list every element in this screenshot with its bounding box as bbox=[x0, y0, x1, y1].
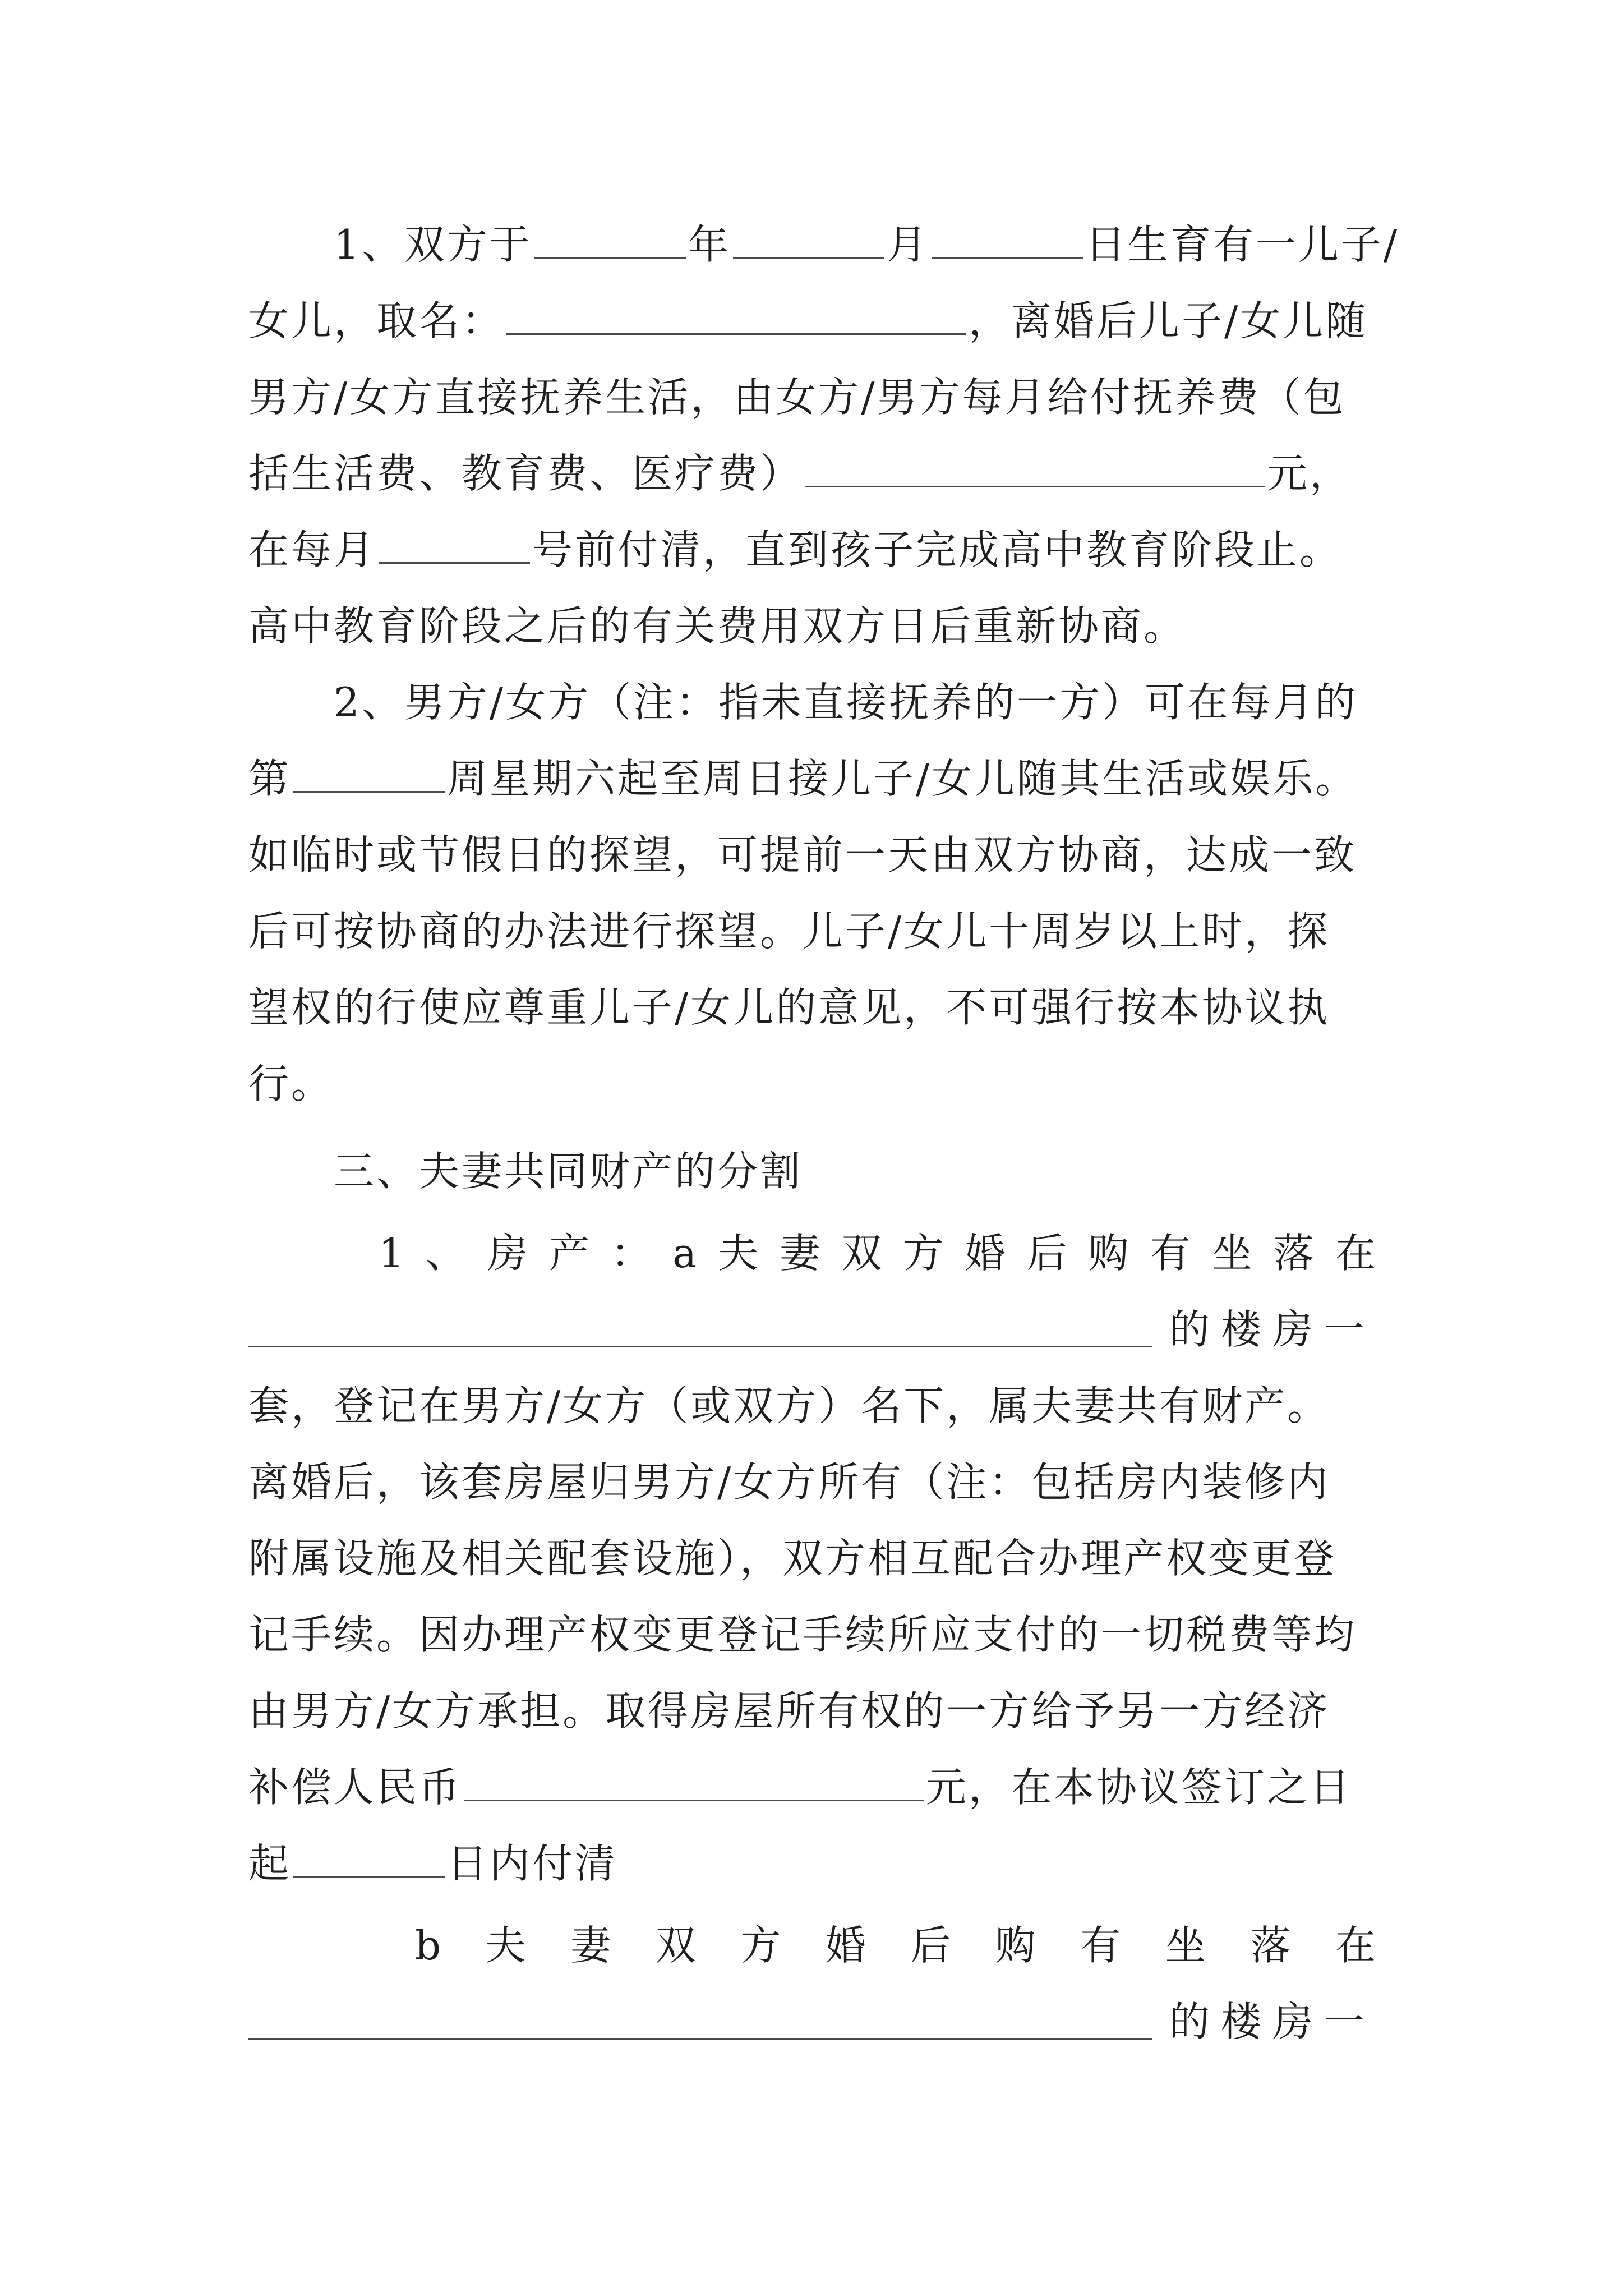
house-b-line1-char: 方 bbox=[740, 1922, 781, 1969]
house-a-line8 bbox=[248, 1748, 1376, 1826]
blank-child-name[interactable] bbox=[506, 300, 966, 335]
child-item1-line1 bbox=[334, 205, 1400, 284]
house-b-line1-char: 坐 bbox=[1165, 1922, 1206, 1969]
blank-week-number[interactable] bbox=[293, 757, 445, 793]
text: 的楼房一 bbox=[1169, 1998, 1376, 2045]
house-b-line1-char: 婚 bbox=[825, 1922, 866, 1969]
house-a-line1-char: 购 bbox=[1088, 1230, 1129, 1277]
text: 的楼房一 bbox=[1169, 1306, 1376, 1353]
house-a-line1-char: 有 bbox=[1150, 1230, 1191, 1277]
child-item2-line2 bbox=[248, 739, 1376, 818]
blank-pay-days[interactable] bbox=[293, 1842, 445, 1878]
house-a-line1-char: 后 bbox=[1026, 1230, 1067, 1277]
text: 元， bbox=[1267, 450, 1353, 497]
house-b-line1-char: 购 bbox=[995, 1922, 1036, 1969]
text: 年 bbox=[688, 221, 731, 268]
text: 第 bbox=[248, 755, 292, 802]
house-a-line1-char: 方 bbox=[903, 1230, 944, 1277]
blank-year[interactable] bbox=[534, 223, 686, 259]
house-b-line1-char: 夫 bbox=[485, 1922, 526, 1969]
text: 女儿，取名： bbox=[248, 297, 505, 344]
house-a-line1-char: 产 bbox=[549, 1230, 590, 1277]
text: 起 bbox=[248, 1840, 292, 1887]
house-a-line1-char: 、 bbox=[425, 1230, 466, 1277]
text: 日生育有一儿子/ bbox=[1085, 221, 1400, 268]
house-a-line1-char: 坐 bbox=[1211, 1230, 1252, 1277]
child-item1-line3: 男方/女方直接抚养生活，由女方/男方每月给付抚养费（包 bbox=[248, 374, 1346, 421]
child-item2-line4: 后可按协商的办法进行探望。儿子/女儿十周岁以上时，探 bbox=[248, 908, 1330, 955]
house-b-line1-char: 后 bbox=[910, 1922, 951, 1969]
house-b-line1-char: 有 bbox=[1080, 1922, 1121, 1969]
text: 1、双方于 bbox=[334, 221, 532, 268]
blank-house-a-address[interactable] bbox=[248, 1312, 1152, 1347]
house-a-line1-char: 房 bbox=[487, 1230, 528, 1277]
text: 月 bbox=[886, 221, 929, 268]
child-item1-line6: 高中教育阶段之后的有关费用双方日后重新协商。 bbox=[248, 602, 1187, 650]
house-a-line7: 由男方/女方承担。取得房屋所有权的一方给予另一方经济 bbox=[248, 1687, 1330, 1734]
house-a-line9 bbox=[248, 1824, 1376, 1903]
child-item1-line5 bbox=[248, 510, 1376, 589]
child-item2-line1: 2、男方/女方（注：指未直接抚养的一方）可在每月的 bbox=[334, 679, 1358, 726]
house-b-line1-char: 落 bbox=[1250, 1922, 1291, 1969]
house-a-line1-char: 1 bbox=[379, 1230, 404, 1277]
house-a-line1-char: 夫 bbox=[718, 1230, 759, 1277]
house-a-line1-char: 落 bbox=[1273, 1230, 1314, 1277]
house-a-line4: 离婚后，该套房屋归男方/女方所有（注：包括房内装修内 bbox=[248, 1458, 1330, 1506]
blank-support-amount[interactable] bbox=[805, 452, 1265, 487]
house-a-line6: 记手续。因办理产权变更登记手续所应支付的一切税费等均 bbox=[248, 1611, 1357, 1658]
child-item2-line3: 如临时或节假日的探望，可提前一天由双方协商，达成一致 bbox=[248, 831, 1357, 878]
text: 括生活费、教育费、医疗费） bbox=[248, 450, 803, 497]
house-a-line1-char: 双 bbox=[841, 1230, 882, 1277]
text: 补偿人民币 bbox=[248, 1764, 462, 1811]
house-a-line2 bbox=[248, 1290, 1376, 1369]
text: ，离婚后儿子/女儿随 bbox=[969, 297, 1368, 344]
house-b-line1-char: 妻 bbox=[570, 1922, 611, 1969]
house-a-line1-char: a bbox=[672, 1230, 697, 1277]
house-a-line1 bbox=[379, 1214, 1376, 1292]
house-a-line1-char: 婚 bbox=[965, 1230, 1006, 1277]
house-b-line1-char: 双 bbox=[655, 1922, 696, 1969]
house-a-line1-char: 在 bbox=[1335, 1230, 1376, 1277]
child-item1-line2 bbox=[248, 282, 1376, 360]
blank-month[interactable] bbox=[733, 223, 884, 259]
text: 日内付清 bbox=[447, 1840, 618, 1887]
blank-house-b-address[interactable] bbox=[248, 2004, 1152, 2040]
child-item1-line4 bbox=[248, 434, 1376, 513]
blank-day[interactable] bbox=[932, 223, 1083, 259]
child-item2-line5: 望权的行使应尊重儿子/女儿的意见，不可强行按本协议执 bbox=[248, 984, 1330, 1031]
house-a-line3: 套，登记在男方/女方（或双方）名下，属夫妻共有财产。 bbox=[248, 1382, 1330, 1429]
blank-pay-day[interactable] bbox=[379, 528, 530, 564]
text: 号前付清，直到孩子完成高中教育阶段止。 bbox=[532, 526, 1343, 573]
house-a-line1-char: ： bbox=[611, 1230, 652, 1277]
section-heading: 三、夫妻共同财产的分割 bbox=[334, 1148, 803, 1195]
house-b-line1 bbox=[415, 1906, 1376, 1985]
text: 元，在本协议签订之日 bbox=[926, 1764, 1353, 1811]
house-b-line2 bbox=[248, 1982, 1376, 2061]
text: 在每月 bbox=[248, 526, 377, 573]
house-b-line1-char: 在 bbox=[1335, 1922, 1376, 1969]
text: 周星期六起至周日接儿子/女儿随其生活或娱乐。 bbox=[447, 755, 1358, 802]
house-b-line1-char: b bbox=[415, 1922, 441, 1969]
house-a-line5: 附属设施及相关配套设施），双方相互配合办理产权变更登 bbox=[248, 1535, 1337, 1582]
house-a-line1-char: 妻 bbox=[780, 1230, 820, 1277]
child-item2-line6: 行。 bbox=[248, 1060, 334, 1107]
blank-compensation-amount[interactable] bbox=[464, 1766, 924, 1801]
